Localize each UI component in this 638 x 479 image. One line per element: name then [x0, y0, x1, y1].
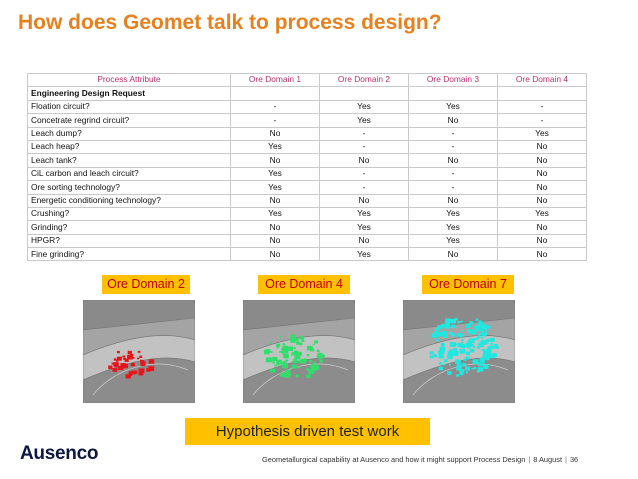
- ore-block: [443, 335, 447, 339]
- row-value-cell: No: [498, 234, 587, 247]
- ore-block: [113, 368, 118, 372]
- row-value-cell: Yes: [320, 248, 409, 261]
- ore-block: [451, 325, 454, 327]
- table-row: [28, 207, 587, 220]
- ore-block: [311, 371, 314, 374]
- ore-block: [451, 334, 455, 337]
- table-row: [28, 234, 587, 247]
- row-attribute-cell: Grinding?: [28, 221, 231, 234]
- ore-block: [283, 363, 288, 367]
- ore-block: [457, 321, 460, 323]
- ore-block: [439, 354, 444, 358]
- ore-block: [295, 374, 298, 377]
- row-value-cell: Yes: [320, 100, 409, 113]
- ore-block: [291, 335, 296, 339]
- ore-block: [472, 368, 474, 370]
- footer-text: Geometallurgical capability at Ausenco and how it might support Process Design: [262, 455, 526, 464]
- table-row: [28, 154, 587, 167]
- row-attribute-cell: HPGR?: [28, 234, 231, 247]
- ore-block: [284, 354, 289, 358]
- ore-block: [126, 374, 131, 378]
- ore-block: [449, 364, 451, 366]
- ore-block: [441, 343, 445, 346]
- row-value-cell: No: [320, 154, 409, 167]
- ore-block: [488, 346, 492, 349]
- row-value-cell: -: [409, 181, 498, 194]
- row-value-cell: Yes: [498, 127, 587, 140]
- ore-block: [309, 369, 311, 371]
- ore-block: [276, 347, 278, 349]
- ore-domain-4-label: Ore Domain 4: [258, 275, 350, 294]
- ore-block: [123, 356, 126, 358]
- ore-block: [432, 334, 438, 338]
- row-value-cell: No: [320, 194, 409, 207]
- footer-date: 8 August: [533, 455, 563, 464]
- ore-block: [270, 369, 274, 373]
- ore-block: [276, 360, 282, 365]
- ore-block: [301, 340, 304, 343]
- ore-block: [280, 373, 285, 377]
- ore-block: [315, 365, 320, 369]
- row-value-cell: No: [498, 140, 587, 153]
- row-value-cell: Yes: [498, 207, 587, 220]
- ore-block: [298, 367, 300, 369]
- ore-block: [276, 344, 280, 347]
- ore-block: [449, 349, 452, 352]
- row-value-cell: No: [409, 154, 498, 167]
- row-attribute-cell: Floation circuit?: [28, 100, 231, 113]
- ore-block: [140, 360, 144, 363]
- ore-block: [128, 351, 132, 354]
- table-row: [28, 140, 587, 153]
- row-value-cell: No: [498, 248, 587, 261]
- row-value-cell: No: [320, 234, 409, 247]
- ore-block: [473, 359, 479, 364]
- ore-block: [294, 355, 300, 360]
- ore-block: [495, 346, 499, 349]
- ore-block: [447, 371, 451, 375]
- row-value-cell: -: [409, 140, 498, 153]
- ore-block: [321, 354, 325, 357]
- row-value-cell: No: [498, 221, 587, 234]
- ore-block: [478, 321, 483, 325]
- ore-block: [283, 343, 285, 345]
- row-attribute-cell: Leach tank?: [28, 154, 231, 167]
- ore-block: [468, 347, 471, 349]
- ore-block: [464, 359, 467, 361]
- ore-block: [441, 334, 443, 336]
- row-value-cell: Yes: [231, 167, 320, 180]
- ore-block: [448, 354, 452, 357]
- table-header-row: [28, 74, 587, 87]
- ore-block: [444, 359, 448, 362]
- ore-block: [289, 374, 291, 376]
- ore-block: [439, 362, 442, 365]
- ore-block: [307, 346, 313, 351]
- ore-block: [461, 330, 463, 332]
- table-row: [28, 114, 587, 127]
- ore-block: [481, 340, 487, 345]
- table-row: [28, 194, 587, 207]
- section-label: Engineering Design Request: [28, 87, 231, 100]
- ore-block: [270, 342, 272, 344]
- ore-block: [482, 361, 485, 363]
- ore-block: [482, 349, 485, 351]
- ore-block: [294, 352, 298, 355]
- ore-block: [470, 344, 474, 347]
- table-section-row: [28, 87, 587, 100]
- row-attribute-cell: Leach heap?: [28, 140, 231, 153]
- ore-block: [279, 351, 281, 353]
- row-attribute-cell: Concetrate regrind circuit?: [28, 114, 231, 127]
- ore-block: [293, 359, 298, 363]
- row-value-cell: No: [231, 248, 320, 261]
- row-value-cell: -: [498, 114, 587, 127]
- ore-block: [313, 344, 315, 346]
- ore-block: [306, 374, 311, 378]
- table-row: [28, 167, 587, 180]
- ore-block: [272, 361, 275, 363]
- ore-block: [460, 349, 466, 354]
- row-value-cell: Yes: [320, 114, 409, 127]
- ore-block: [466, 371, 468, 373]
- ore-block: [287, 346, 293, 351]
- row-value-cell: Yes: [409, 234, 498, 247]
- header-ore-domain-4: Ore Domain 4: [498, 74, 587, 87]
- header-ore-domain-3: Ore Domain 3: [409, 74, 498, 87]
- row-value-cell: No: [231, 154, 320, 167]
- ore-block: [317, 350, 320, 352]
- row-value-cell: No: [498, 167, 587, 180]
- ore-block: [445, 321, 450, 325]
- ore-block: [114, 365, 117, 367]
- ore-block: [317, 355, 321, 358]
- ore-block: [279, 336, 281, 338]
- row-value-cell: -: [409, 167, 498, 180]
- ore-block: [296, 342, 300, 345]
- ore-block: [470, 330, 476, 335]
- row-attribute-cell: Energetic conditioning technology?: [28, 194, 231, 207]
- row-value-cell: No: [498, 181, 587, 194]
- ore-block: [460, 344, 465, 348]
- ore-block: [281, 348, 287, 353]
- table-row: [28, 100, 587, 113]
- ore-block: [478, 335, 481, 337]
- hypothesis-banner: Hypothesis driven test work: [185, 418, 430, 445]
- header-ore-domain-1: Ore Domain 1: [231, 74, 320, 87]
- ore-block: [266, 358, 272, 363]
- ore-block: [466, 352, 470, 355]
- slide-title: How does Geomet talk to process design?: [18, 11, 442, 34]
- row-value-cell: Yes: [409, 207, 498, 220]
- ore-block: [108, 366, 112, 370]
- ore-block: [309, 360, 312, 363]
- row-value-cell: -: [320, 127, 409, 140]
- ore-block: [461, 339, 463, 341]
- ore-block: [490, 343, 493, 345]
- row-value-cell: Yes: [231, 140, 320, 153]
- ore-block: [139, 372, 144, 376]
- ore-block: [483, 365, 488, 369]
- row-value-cell: No: [231, 127, 320, 140]
- ore-block: [311, 364, 315, 367]
- ore-block: [274, 365, 276, 367]
- ore-block: [283, 361, 286, 363]
- row-value-cell: No: [498, 194, 587, 207]
- row-value-cell: -: [320, 181, 409, 194]
- ore-domain-2-label: Ore Domain 2: [102, 275, 190, 294]
- ore-block: [296, 339, 299, 342]
- ore-block: [285, 360, 288, 362]
- process-attribute-table: [27, 73, 587, 261]
- row-value-cell: No: [231, 194, 320, 207]
- row-value-cell: No: [409, 248, 498, 261]
- row-value-cell: Yes: [409, 100, 498, 113]
- ore-block: [292, 365, 297, 369]
- row-value-cell: No: [498, 154, 587, 167]
- page-number: 36: [569, 455, 579, 464]
- ore-block: [307, 354, 310, 356]
- ore-block: [457, 363, 461, 366]
- ore-block: [483, 331, 488, 335]
- ore-block: [285, 370, 291, 374]
- ore-block: [138, 351, 141, 353]
- ore-block: [117, 357, 122, 361]
- ore-block: [462, 363, 466, 366]
- ore-block: [441, 324, 445, 327]
- ore-block: [460, 335, 463, 337]
- ore-block: [139, 356, 142, 358]
- ore-block: [477, 370, 480, 373]
- row-value-cell: No: [231, 221, 320, 234]
- row-value-cell: -: [231, 114, 320, 127]
- row-value-cell: Yes: [231, 207, 320, 220]
- table-row: [28, 248, 587, 261]
- row-value-cell: Yes: [320, 207, 409, 220]
- ore-block: [430, 351, 434, 354]
- ore-domain-4-pit-image: [243, 300, 355, 403]
- ore-block: [490, 338, 495, 342]
- ore-domain-2-pit-image: [83, 300, 195, 403]
- ore-block: [313, 362, 316, 364]
- ore-block: [477, 346, 480, 349]
- ore-block: [117, 351, 120, 353]
- ausenco-logo: Ausenco: [20, 443, 99, 464]
- row-value-cell: Yes: [320, 221, 409, 234]
- table-row: [28, 181, 587, 194]
- ore-block: [299, 336, 304, 340]
- header-ore-domain-2: Ore Domain 2: [320, 74, 409, 87]
- ore-block: [449, 357, 451, 359]
- ore-block: [132, 357, 134, 359]
- row-attribute-cell: Fine grinding?: [28, 248, 231, 261]
- ore-block: [453, 350, 457, 354]
- row-attribute-cell: Crushing?: [28, 207, 231, 220]
- ore-block: [304, 358, 307, 361]
- row-value-cell: -: [231, 100, 320, 113]
- ore-domain-7-label: Ore Domain 7: [422, 275, 514, 294]
- row-attribute-cell: CiL carbon and leach circuit?: [28, 167, 231, 180]
- ore-block: [120, 363, 125, 367]
- ore-block: [306, 368, 309, 371]
- ore-block: [479, 333, 482, 336]
- ore-block: [456, 374, 459, 376]
- table-row: [28, 127, 587, 140]
- ore-block: [487, 339, 491, 342]
- ore-block: [441, 351, 444, 353]
- row-attribute-cell: Leach dump?: [28, 127, 231, 140]
- ore-block: [439, 367, 444, 371]
- ore-block: [270, 351, 272, 353]
- ore-block: [470, 349, 475, 353]
- ore-block: [476, 326, 482, 331]
- row-value-cell: No: [409, 114, 498, 127]
- ore-block: [147, 369, 150, 371]
- row-value-cell: -: [320, 167, 409, 180]
- ore-block: [462, 342, 464, 344]
- ore-block: [484, 327, 488, 330]
- table-row: [28, 221, 587, 234]
- row-value-cell: No: [231, 234, 320, 247]
- ore-block: [131, 363, 135, 366]
- ore-block: [123, 358, 126, 360]
- ore-block: [440, 348, 445, 352]
- footer: Geometallurgical capability at Ausenco and how it might support Process Design | 8 August | 36: [262, 455, 579, 464]
- ore-block: [131, 371, 136, 375]
- ore-block: [264, 350, 270, 355]
- row-value-cell: -: [498, 100, 587, 113]
- ore-block: [461, 321, 463, 323]
- ore-block: [466, 323, 471, 327]
- ore-block: [127, 355, 133, 360]
- ore-block: [433, 354, 437, 357]
- ore-block: [149, 359, 154, 363]
- ore-block: [465, 367, 470, 371]
- ore-block: [436, 339, 439, 341]
- row-value-cell: Yes: [231, 181, 320, 194]
- ore-block: [481, 337, 483, 339]
- ore-block: [460, 372, 464, 375]
- ore-block: [320, 360, 323, 363]
- ore-block: [476, 319, 479, 321]
- ore-block: [141, 362, 145, 366]
- row-value-cell: -: [320, 140, 409, 153]
- row-value-cell: No: [409, 194, 498, 207]
- ore-block: [450, 342, 456, 347]
- row-value-cell: -: [409, 127, 498, 140]
- ore-block: [430, 356, 434, 359]
- ore-domain-7-pit-image: [403, 300, 515, 403]
- ore-block: [294, 347, 296, 349]
- ore-block: [137, 358, 139, 360]
- ore-block: [314, 340, 318, 343]
- ore-block: [450, 319, 456, 324]
- row-value-cell: Yes: [409, 221, 498, 234]
- ore-block: [479, 362, 482, 364]
- ore-block: [443, 364, 445, 366]
- ore-block: [474, 367, 477, 369]
- row-attribute-cell: Ore sorting technology?: [28, 181, 231, 194]
- header-process-attribute: Process Attribute: [28, 74, 231, 87]
